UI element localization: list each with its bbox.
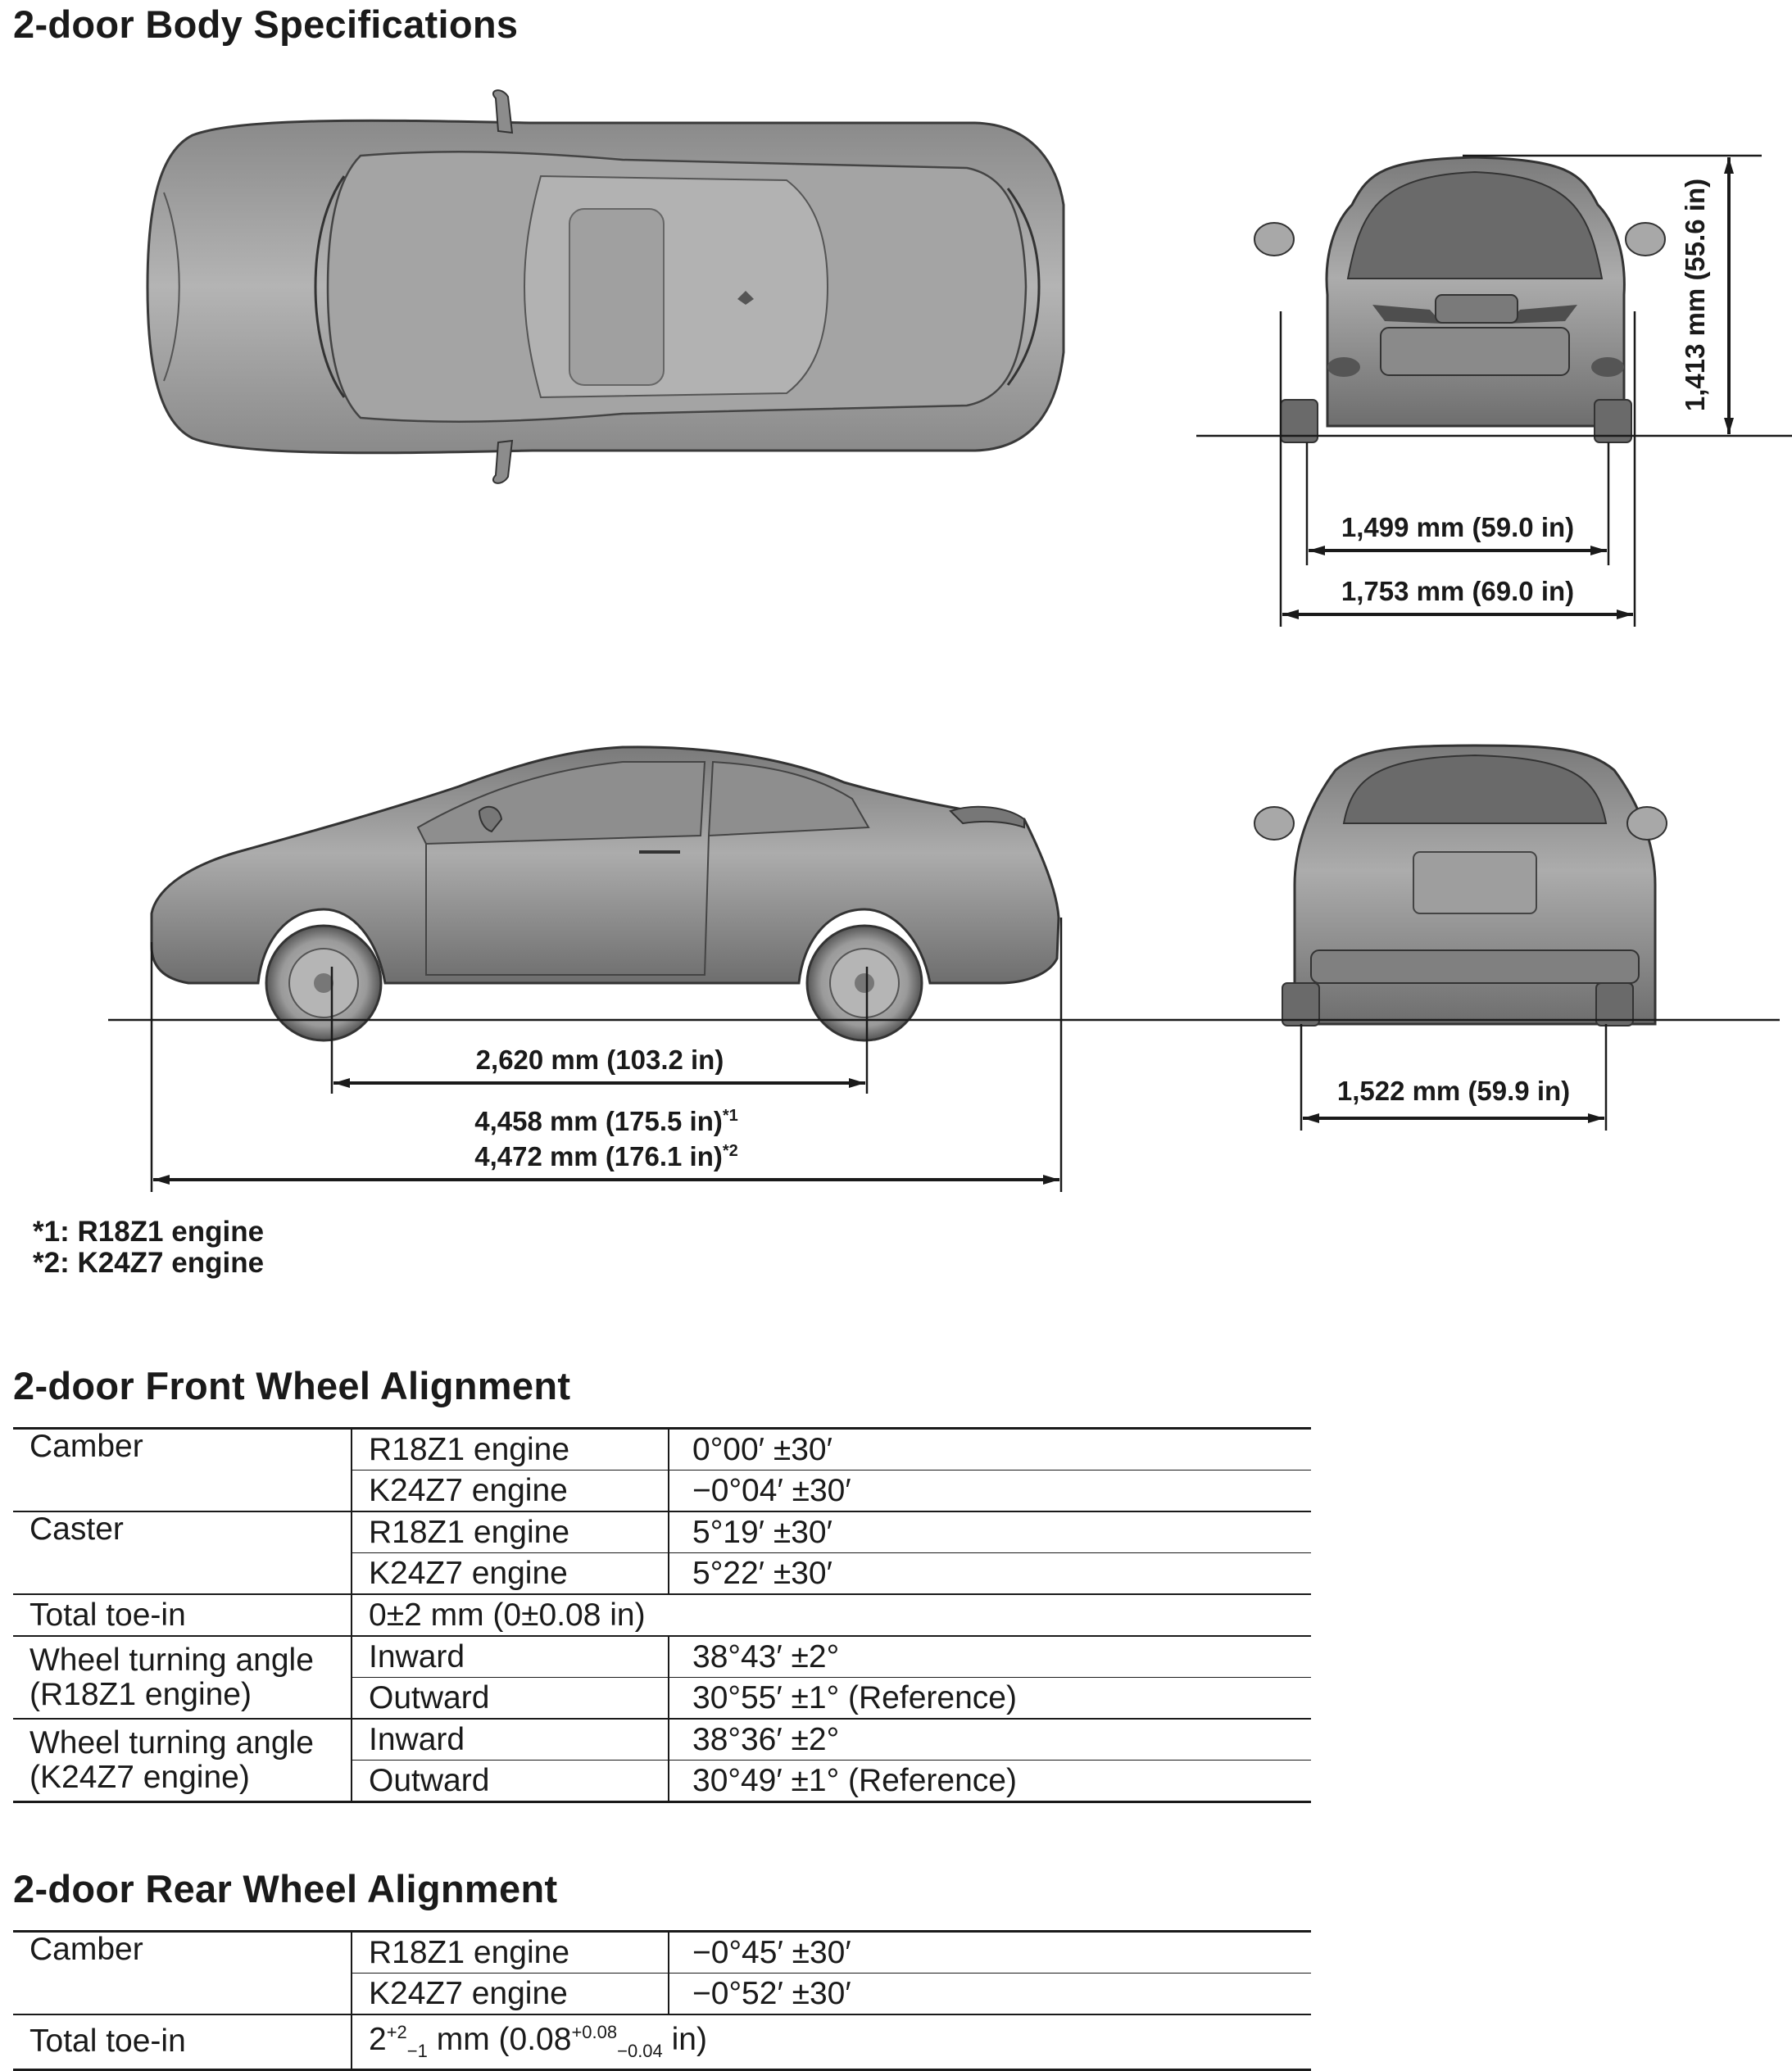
engine-footnotes [33,1217,264,1279]
height-dim-label: 1,413 mm (55.6 in) [1680,178,1710,412]
front-alignment-table [13,1427,1311,1803]
rear-toe-label: Total toe-in [13,2014,352,2069]
rear-toe-mm-plus: +2 [386,2022,407,2042]
turn-r18-outward-value: 30°55′ ±1° (Reference) [669,1678,1311,1720]
rear-alignment-title: 2-door Rear Wheel Alignment [13,1867,558,1910]
length-1-value: 4,458 mm (175.5 in) [474,1106,723,1136]
rear-camber-r18-value: −0°45′ ±30′ [692,1934,851,1970]
length-1-mark: *1 [722,1107,738,1125]
table-row [13,1636,1311,1678]
camber-k24-engine: K24Z7 engine [352,1471,669,1512]
front-tread-dim-label: 1,499 mm (59.0 in) [1341,512,1575,542]
toe-label: Total toe-in [13,1594,352,1636]
caster-r18-engine: R18Z1 engine [352,1511,669,1553]
table-row [13,1594,1311,1636]
camber-k24-value: −0°04′ ±30′ [669,1471,1311,1512]
rear-camber-label: Camber [13,1932,352,2015]
length-2-dim-label [474,1141,738,1171]
table-row [13,1429,1311,1471]
turn-k24-outward-label: Outward [352,1761,669,1802]
car-rear-view [1254,745,1667,1026]
width-dim-label: 1,753 mm (69.0 in) [1341,576,1575,606]
turn-k24-label [13,1719,352,1802]
body-spec-title: 2-door Body Specifications [13,2,519,46]
footnote-2: *2: K24Z7 engine [33,1247,265,1279]
rear-alignment-table [13,1930,1311,2071]
camber-r18-value: 0°00′ ±30′ [692,1431,832,1467]
table-row [13,2014,1311,2069]
caster-r18-value: 5°19′ ±30′ [669,1511,1311,1553]
rear-toe-mm-base: 2 [369,2022,387,2057]
turn-r18-label-line1: Wheel turning angle [29,1642,314,1678]
rear-toe-in-unit: in) [662,2022,707,2057]
turn-k24-label-line1: Wheel turning angle [29,1724,314,1761]
turn-r18-label [13,1636,352,1719]
camber-label: Camber [13,1429,352,1512]
turn-k24-inward-value: 38°36′ ±2° [669,1719,1311,1761]
footnote-1: *1: R18Z1 engine [33,1216,265,1248]
length-2-mark: *2 [722,1142,738,1160]
car-front-view [1254,157,1665,442]
rear-tread-dim-label: 1,522 mm (59.9 in) [1336,1076,1571,1106]
rear-toe-in-base: 0.08 [509,2022,572,2057]
rear-camber-r18-engine: R18Z1 engine [352,1932,669,1974]
caster-label: Caster [13,1511,352,1594]
turn-k24-inward-label: Inward [352,1719,669,1761]
turn-k24-label-line2: (K24Z7 engine) [29,1759,250,1795]
rear-camber-k24-value: −0°52′ ±30′ [669,1974,1311,2015]
turn-r18-inward-value: 38°43′ ±2° [669,1636,1311,1678]
rear-toe-mm-unit: mm ( [427,2022,510,2057]
turn-k24-outward-value: 30°49′ ±1° (Reference) [669,1761,1311,1802]
turn-r18-inward-label: Inward [352,1636,669,1678]
rear-camber-k24-engine: K24Z7 engine [352,1974,669,2015]
caster-k24-engine: K24Z7 engine [352,1553,669,1595]
table-row [13,1511,1311,1553]
front-alignment-title: 2-door Front Wheel Alignment [13,1364,571,1407]
car-side-view [152,747,1059,1040]
table-row [13,1932,1311,1974]
rear-toe-in-minus: −0.04 [617,2040,663,2061]
rear-toe-in-plus: +0.08 [571,2022,618,2042]
length-2-value: 4,472 mm (176.1 in) [474,1141,723,1171]
car-top-view [147,90,1064,483]
turn-r18-label-line2: (R18Z1 engine) [29,1676,252,1712]
turn-r18-outward-label: Outward [352,1678,669,1720]
rear-toe-mm-minus: −1 [406,2040,428,2061]
camber-r18-engine: R18Z1 engine [352,1429,669,1471]
caster-k24-value: 5°22′ ±30′ [669,1553,1311,1595]
table-row [13,1719,1311,1761]
length-1-dim-label [474,1106,738,1136]
toe-value: 0±2 mm (0±0.08 in) [352,1594,1311,1636]
wheelbase-dim-label: 2,620 mm (103.2 in) [475,1045,724,1075]
rear-toe-value [352,2014,1311,2069]
